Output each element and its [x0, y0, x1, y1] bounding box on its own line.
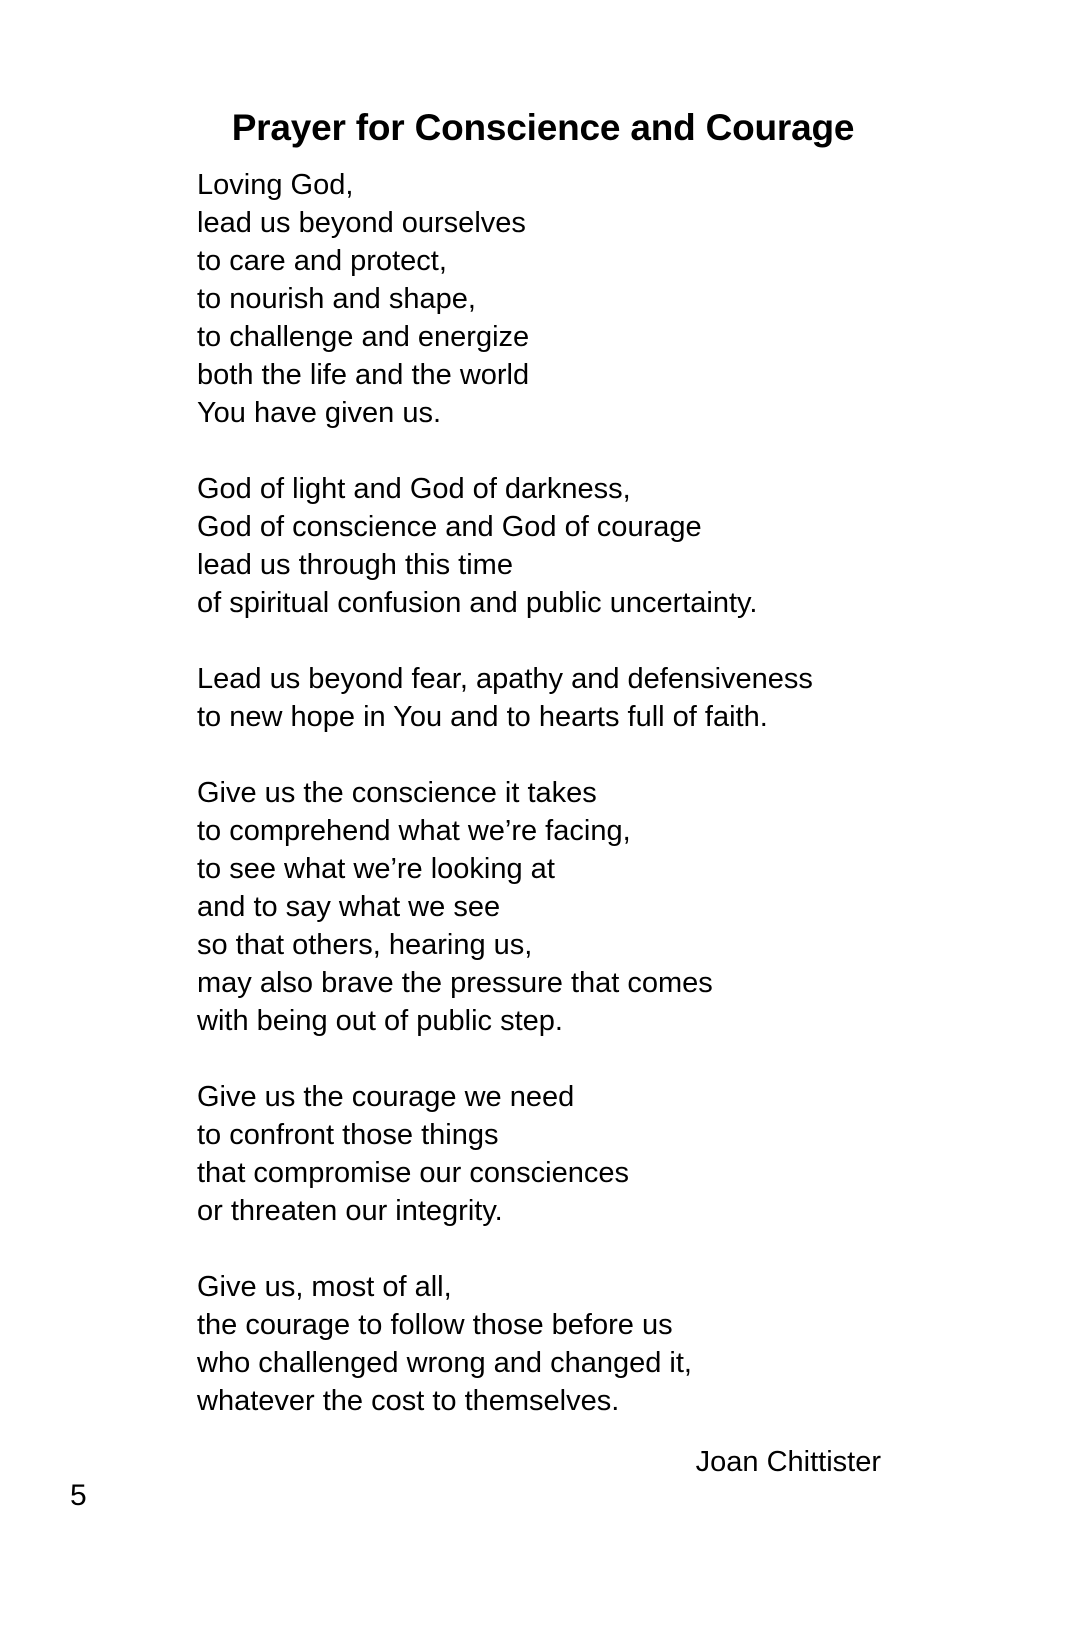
stanza: [197, 774, 957, 1040]
poem-line: the courage to follow those before us: [197, 1309, 673, 1341]
poem-line: whatever the cost to themselves.: [197, 1385, 620, 1417]
stanza: [197, 1078, 957, 1230]
stanza: [197, 1268, 957, 1420]
poem-line: to care and protect,: [197, 245, 447, 277]
poem-line: Give us, most of all,: [197, 1271, 452, 1303]
poem-line: God of conscience and God of courage: [197, 511, 702, 543]
stanza: [197, 660, 957, 736]
poem-line: Loving God,: [197, 169, 354, 201]
stanza: [197, 470, 957, 622]
poem-line: Give us the conscience it takes: [197, 777, 597, 809]
poem-line: or threaten our integrity.: [197, 1195, 503, 1227]
poem-line: may also brave the pressure that comes: [197, 967, 713, 999]
page-number: 5: [70, 1479, 87, 1512]
page-title: Prayer for Conscience and Courage: [231, 106, 855, 148]
poem-line: lead us through this time: [197, 549, 513, 581]
poem-line: to nourish and shape,: [197, 283, 476, 315]
poem-line: God of light and God of darkness,: [197, 473, 631, 505]
poem-line: to see what we’re looking at: [197, 853, 555, 885]
poem-line: lead us beyond ourselves: [197, 207, 526, 239]
poem-line: to new hope in You and to hearts full of faith.: [197, 701, 768, 733]
stanza: [197, 166, 957, 432]
poem-line: so that others, hearing us,: [197, 929, 533, 961]
poem-line: to confront those things: [197, 1119, 499, 1151]
poem-line: with being out of public step.: [197, 1005, 563, 1037]
poem-line: Give us the courage we need: [197, 1081, 575, 1113]
poem-line: that compromise our consciences: [197, 1157, 629, 1189]
poem-line: of spiritual confusion and public uncertainty.: [197, 587, 758, 619]
poem-line: to challenge and energize: [197, 321, 530, 353]
author-attribution: Joan Chittister: [695, 1446, 881, 1478]
poem-line: who challenged wrong and changed it,: [197, 1347, 692, 1379]
poem-line: and to say what we see: [197, 891, 501, 923]
prayer-body: [197, 166, 957, 1420]
poem-line: both the life and the world: [197, 359, 530, 391]
poem-line: Lead us beyond fear, apathy and defensiveness: [197, 663, 813, 695]
poem-line: You have given us.: [197, 397, 442, 429]
poem-line: to comprehend what we’re facing,: [197, 815, 631, 847]
